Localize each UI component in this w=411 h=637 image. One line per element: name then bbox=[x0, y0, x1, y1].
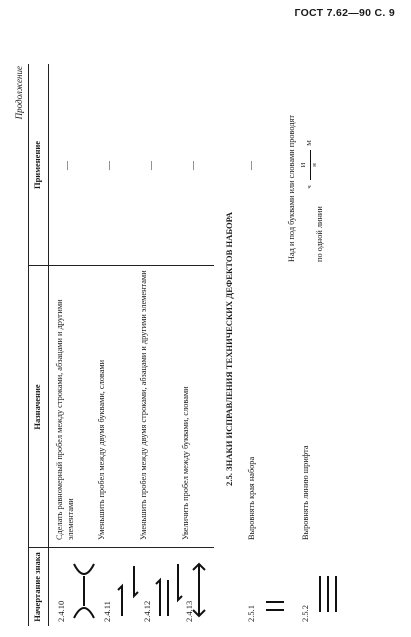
row-usage-line1: Над и под буквами или словами проводят bbox=[287, 115, 296, 262]
table-top-rule bbox=[28, 64, 29, 626]
table-header-rule bbox=[48, 64, 49, 626]
row-code: 2.5.2 bbox=[300, 605, 310, 622]
reduce-letter-space-icon bbox=[116, 560, 140, 620]
row-purpose: Увеличить пробел между буквами, словами bbox=[181, 386, 190, 540]
col-divider-2 bbox=[28, 265, 214, 266]
row-usage: — bbox=[246, 161, 256, 170]
continuation-label: Продолжение bbox=[14, 66, 24, 120]
col-header-symbol: Начертание знака bbox=[32, 552, 42, 622]
row-purpose: Уменьшить пробел между двумя буквами, словами bbox=[97, 359, 106, 540]
page-header: ГОСТ 7.62—90 С. 9 bbox=[294, 7, 395, 19]
row-usage-line2: по одной линии bbox=[315, 206, 324, 262]
col-header-purpose: Назначение bbox=[32, 384, 42, 430]
equalize-spacing-icon bbox=[72, 560, 96, 620]
reduce-line-space-icon bbox=[154, 560, 184, 620]
col-divider-1 bbox=[28, 547, 214, 548]
align-baseline-icon bbox=[314, 566, 344, 616]
formula-mid: ч bbox=[306, 185, 313, 189]
row-purpose: Сделать равномерный пробел между строками, абзацами и другими элементами bbox=[55, 299, 75, 540]
row-usage: — bbox=[188, 161, 198, 170]
formula-bottom: н bbox=[310, 150, 318, 180]
col-header-usage: Применение bbox=[32, 140, 42, 190]
row-code: 2.4.10 bbox=[56, 600, 66, 622]
row-usage: — bbox=[62, 161, 72, 170]
row-code: 2.4.11 bbox=[102, 601, 112, 622]
section-title: 2.5. ЗНАКИ ИСПРАВЛЕНИЯ ТЕХНИЧЕСКИХ ДЕФЕКТОВ НАБОРА bbox=[224, 211, 234, 486]
row-purpose: Выровнять края набора bbox=[247, 456, 256, 540]
formula-top: И bbox=[300, 162, 307, 168]
rotated-table-area bbox=[14, 64, 396, 626]
row-code: 2.4.13 bbox=[184, 600, 194, 622]
increase-letter-space-icon bbox=[188, 560, 210, 620]
row-purpose: Уменьшить пробел между двумя строками, абзацами и другими элементами bbox=[139, 270, 148, 540]
align-edges-icon bbox=[264, 566, 286, 616]
row-purpose: Выровнять линию шрифта bbox=[301, 445, 310, 540]
row-usage: — bbox=[104, 161, 114, 170]
row-code: 2.5.1 bbox=[246, 605, 256, 622]
row-usage: — bbox=[146, 161, 156, 170]
formula-sub: М bbox=[306, 140, 313, 146]
row-code: 2.4.12 bbox=[142, 600, 152, 622]
